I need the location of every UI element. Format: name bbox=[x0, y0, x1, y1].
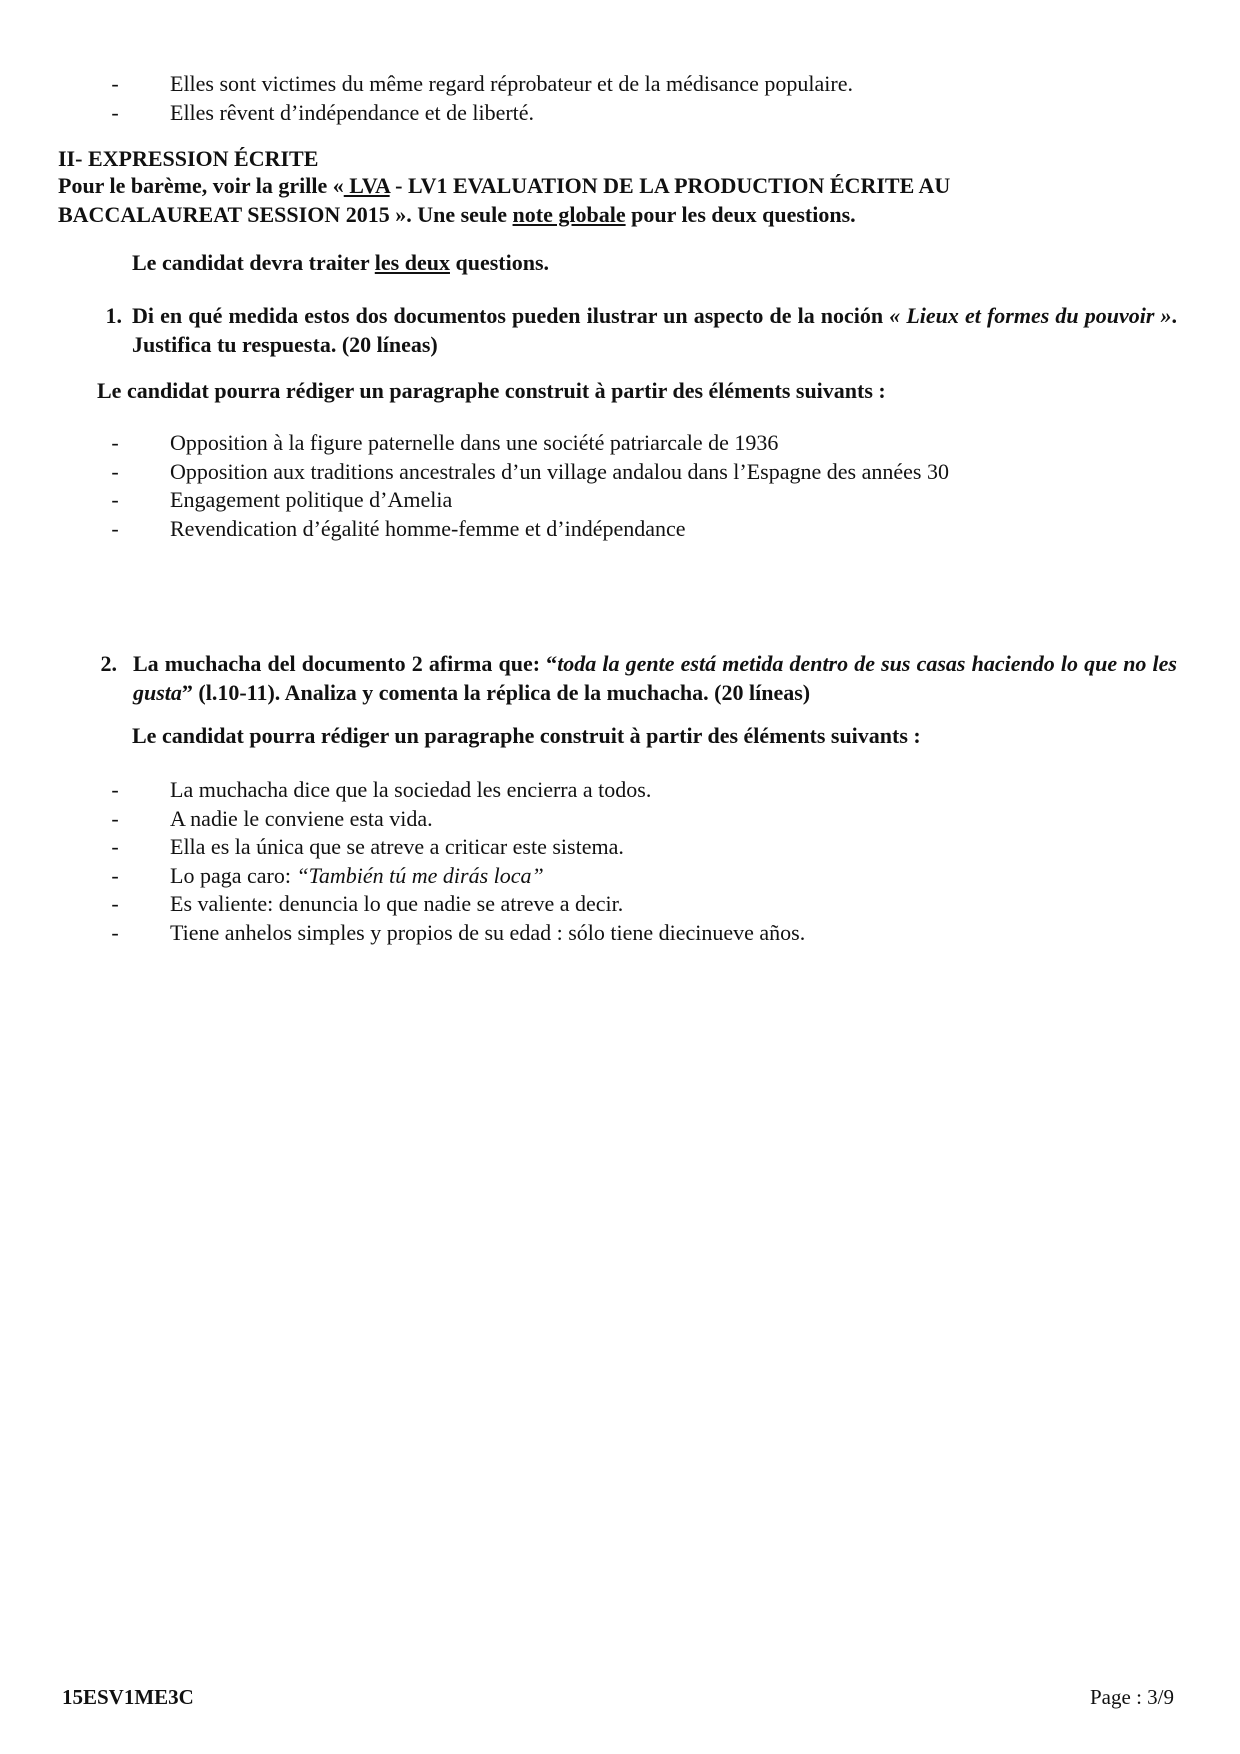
section-title: II- EXPRESSION ÉCRITE bbox=[58, 146, 319, 171]
question-2-lead: Le candidat pourra rédiger un paragraphe construit à partir des éléments suivants : bbox=[132, 723, 921, 748]
bullet-dash: - bbox=[111, 99, 119, 125]
bullet-dash: - bbox=[111, 834, 119, 859]
bullet-dash: - bbox=[111, 487, 119, 512]
list-item: - Ella es la única que se atreve a criticar este sistema. bbox=[60, 833, 1190, 862]
list-item: - Engagement politique d’Amelia bbox=[60, 486, 1190, 515]
list-item: - Elles rêvent d’indépendance et de liberté. bbox=[60, 99, 1190, 128]
question-number: 1. bbox=[105, 303, 122, 328]
list-item: - Revendication d’égalité homme-femme et d’indépendance bbox=[60, 515, 1190, 544]
question-2-list bbox=[60, 776, 1190, 947]
question-1-list bbox=[60, 429, 1190, 543]
bullet-dash: - bbox=[111, 919, 119, 945]
bullet-dash: - bbox=[111, 71, 119, 96]
intro-list bbox=[60, 70, 1190, 127]
bareme-note: Pour le barème, voir la grille « LVA - LV1 EVALUATION DE LA PRODUCTION ÉCRITE AU BACCALAUREAT SESSION 2015 ». Une seule note globale pour les deux questions. bbox=[58, 173, 951, 227]
bullet-dash: - bbox=[111, 515, 119, 541]
instruction: Le candidat devra traiter les deux questions. bbox=[132, 250, 550, 275]
list-item: - Elles sont victimes du même regard réprobateur et de la médisance populaire. bbox=[60, 70, 1190, 99]
list-item: - Es valiente: denuncia lo que nadie se atreve a decir. bbox=[60, 890, 1190, 919]
question-1-lead: Le candidat pourra rédiger un paragraphe construit à partir des éléments suivants : bbox=[97, 378, 886, 403]
document-code: 15ESV1ME3C bbox=[62, 1685, 194, 1709]
list-item: - Opposition aux traditions ancestrales d’un village andalou dans l’Espagne des années 30 bbox=[60, 458, 1190, 487]
question-number: 2. bbox=[100, 651, 117, 676]
list-item: - La muchacha dice que la sociedad les encierra a todos. bbox=[60, 776, 1190, 805]
question-1-text: Di en qué medida estos dos documentos pueden ilustrar un aspecto de la noción « Lieux et formes du pouvoir ». Justifica tu respuesta. (20 líneas) bbox=[132, 303, 1177, 357]
list-item: - Lo paga caro: “También tú me dirás loca” bbox=[60, 862, 1190, 891]
bullet-dash: - bbox=[111, 862, 119, 888]
bullet-dash: - bbox=[111, 458, 119, 484]
page-number: Page : 3/9 bbox=[1090, 1685, 1174, 1709]
list-item: - Opposition à la figure paternelle dans une société patriarcale de 1936 bbox=[60, 429, 1190, 458]
list-item: - A nadie le conviene esta vida. bbox=[60, 805, 1190, 834]
bullet-dash: - bbox=[111, 777, 119, 802]
list-item: - Tiene anhelos simples y propios de su edad : sólo tiene diecinueve años. bbox=[60, 919, 1190, 948]
bullet-dash: - bbox=[111, 805, 119, 831]
bullet-dash: - bbox=[111, 430, 119, 455]
question-2-text: La muchacha del documento 2 afirma que: “toda la gente está metida dentro de sus casas haciendo lo que no les gusta” (l.10-11). Analiza y comenta la réplica de la muchacha. (20 líneas) bbox=[133, 651, 1177, 705]
bullet-dash: - bbox=[111, 891, 119, 916]
